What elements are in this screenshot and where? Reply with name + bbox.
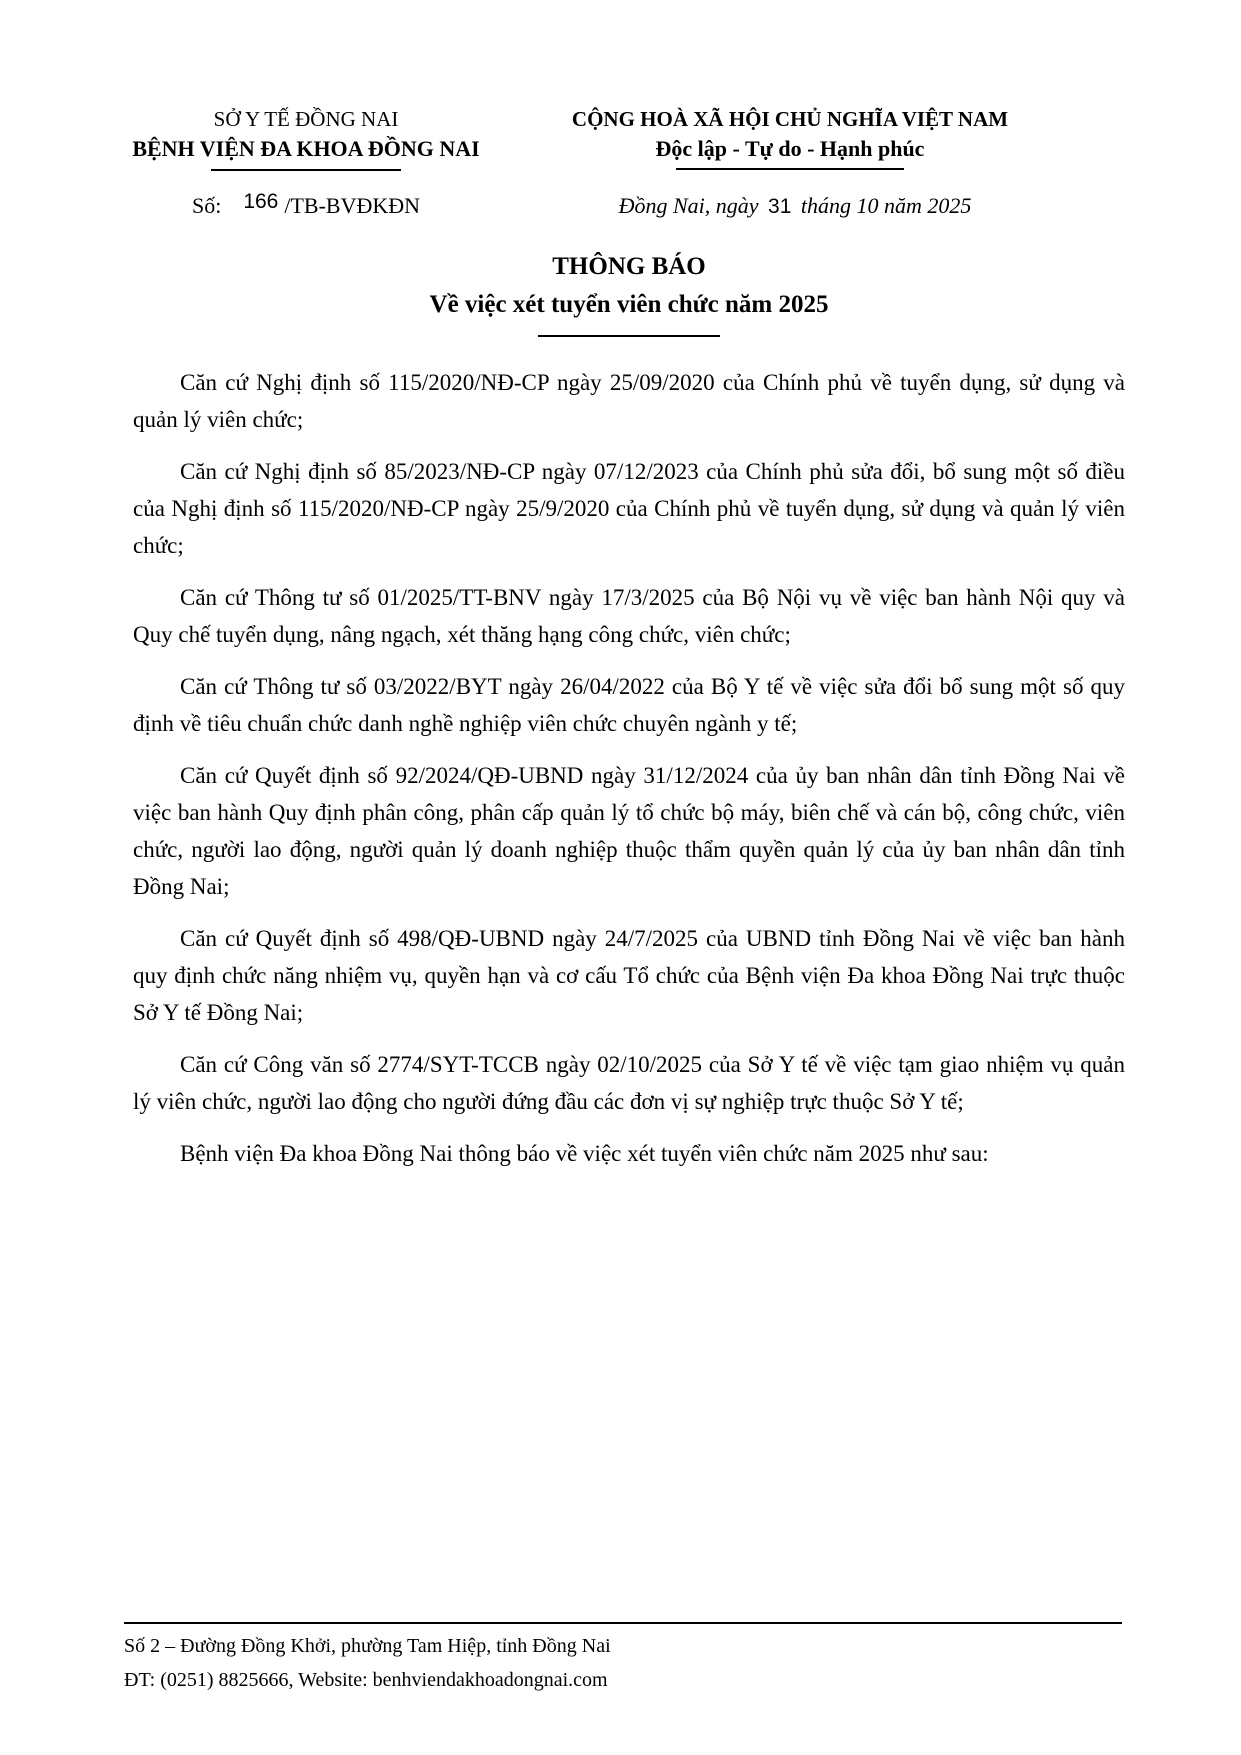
title-block — [133, 248, 1125, 337]
document-number-line — [100, 190, 512, 219]
paragraph-announcement: Bệnh viện Đa khoa Đồng Nai thông báo về việc xét tuyển viên chức năm 2025 như sau: — [180, 1141, 989, 1166]
date-day-value: 31 — [768, 195, 792, 218]
document-body — [133, 364, 1125, 1187]
document-subtitle: Về việc xét tuyển viên chức năm 2025 — [429, 291, 829, 318]
paragraph-citation-6: Căn cứ Quyết định số 498/QĐ-UBND ngày 24/7/2025 của UBND tỉnh Đồng Nai về việc ban hành quy định chức năng nhiệm vụ, quyền hạn và cơ cấu Tổ chức của Bệnh viện Đa khoa Đồng Nai trực thuộc Sở Y tế Đồng Nai; — [133, 926, 1125, 1025]
document-title: THÔNG BÁO — [552, 253, 706, 280]
national-motto: Độc lập - Tự do - Hạnh phúc — [655, 136, 925, 161]
title-underline-rule — [538, 335, 720, 337]
document-number-value: 166 — [243, 190, 279, 213]
paragraph-citation-4: Căn cứ Thông tư số 03/2022/BYT ngày 26/04/2022 của Bộ Y tế về việc sửa đổi bổ sung một số quy định về tiêu chuẩn chức danh nghề nghiệp viên chức chuyên ngành y tế; — [133, 674, 1125, 736]
paragraph-citation-2: Căn cứ Nghị định số 85/2023/NĐ-CP ngày 07/12/2023 của Chính phủ sửa đổi, bổ sung một số điều của Nghị định số 115/2020/NĐ-CP ngày 25/9/2020 của Chính phủ về tuyển dụng, sử dụng và quản lý viên chức; — [133, 459, 1125, 558]
national-header-block — [534, 104, 1046, 170]
national-title: CỘNG HOÀ XÃ HỘI CHỦ NGHĨA VIỆT NAM — [571, 107, 1009, 131]
issuing-org-block — [100, 104, 512, 171]
paragraph-citation-7: Căn cứ Công văn số 2774/SYT-TCCB ngày 02/10/2025 của Sở Y tế về việc tạm giao nhiệm vụ quản lý viên chức, người lao động cho người đứng đầu các đơn vị sự nghiệp trực thuộc Sở Y tế; — [133, 1052, 1125, 1114]
document-number-suffix: /TB-BVĐKĐN — [284, 193, 421, 218]
footer-contact: ĐT: (0251) 8825666, Website: benhviendakhoadongnai.com — [124, 1669, 608, 1691]
paragraph-citation-1: Căn cứ Nghị định số 115/2020/NĐ-CP ngày 25/09/2020 của Chính phủ về tuyển dụng, sử dụng và quản lý viên chức; — [133, 370, 1125, 432]
footer-address: Số 2 – Đường Đồng Khởi, phường Tam Hiệp, tỉnh Đồng Nai — [124, 1635, 611, 1657]
hospital-name: BỆNH VIỆN ĐA KHOA ĐỒNG NAI — [132, 136, 480, 161]
date-prefix: Đồng Nai, ngày — [618, 193, 759, 218]
place-date-line — [545, 193, 1045, 219]
org-underline-rule — [211, 169, 401, 171]
date-suffix: tháng 10 năm 2025 — [800, 193, 972, 218]
motto-underline-rule — [676, 168, 904, 170]
paragraph-citation-5: Căn cứ Quyết định số 92/2024/QĐ-UBND ngày 31/12/2024 của ủy ban nhân dân tỉnh Đồng Nai về việc ban hành Quy định phân công, phân cấp quản lý tổ chức bộ máy, biên chế và cán bộ, công chức, viên chức, người lao động, người quản lý doanh nghiệp thuộc thẩm quyền quản lý của ủy ban nhân dân tỉnh Đồng Nai; — [133, 763, 1125, 899]
paragraph-citation-3: Căn cứ Thông tư số 01/2025/TT-BNV ngày 17/3/2025 của Bộ Nội vụ về việc ban hành Nội quy và Quy chế tuyển dụng, nâng ngạch, xét thăng hạng công chức, viên chức; — [133, 585, 1125, 647]
page-footer — [124, 1622, 1122, 1697]
parent-agency-name: SỞ Y TẾ ĐỒNG NAI — [213, 107, 399, 131]
number-label: Số: — [191, 193, 222, 218]
